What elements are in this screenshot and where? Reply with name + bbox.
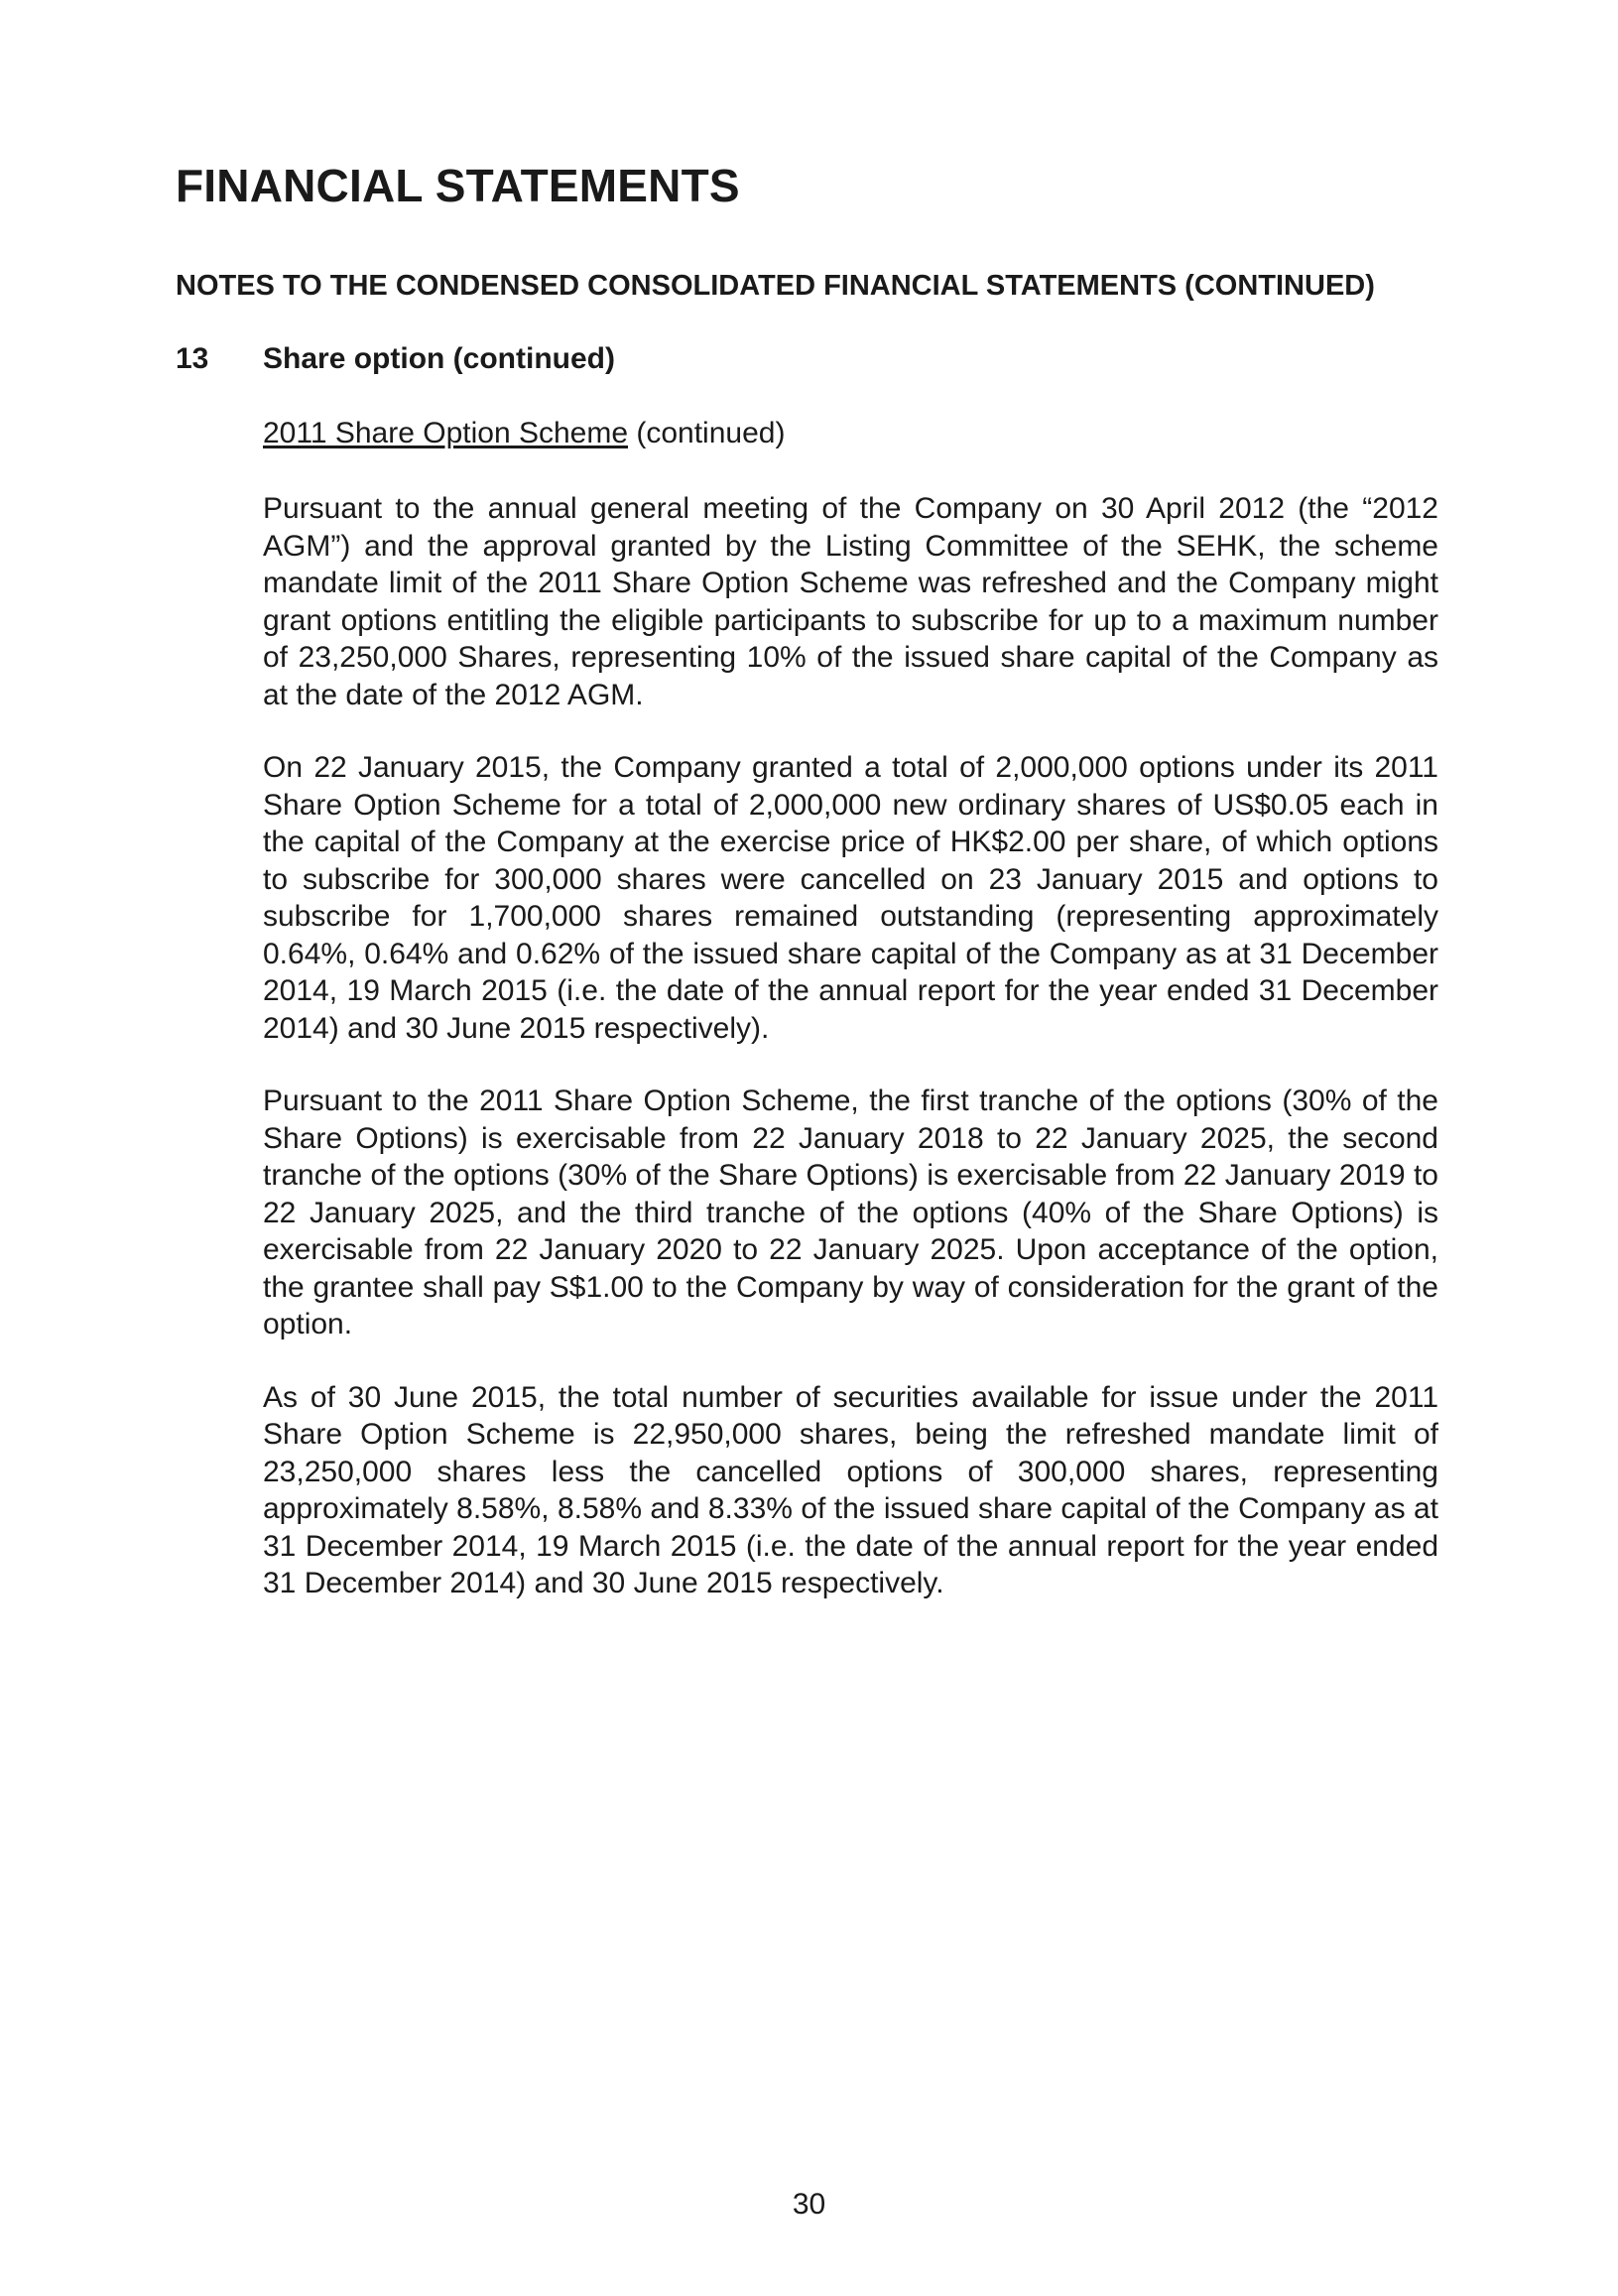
paragraph-grant: On 22 January 2015, the Company granted a total of 2,000,000 options under its 2011 Share Option Scheme for a total of 2,000,000 new ordinary shares of US$0.05 each in the capital of the Company at the exercise price of HK$2.00 per share, of which options to subscribe for 300,000 shares were cancelled on 23 January 2015 and options to subscribe for 1,700,000 shares remained outstanding (representing approximately 0.64%, 0.64% and 0.62% of the issued share capital of the Company as at 31 December 2014, 19 March 2015 (i.e. the date of the annual report for the year ended 31 December 2014) and 30 June 2015 respectively). xyxy=(263,751,1438,1045)
page-number: 30 xyxy=(792,2188,826,2221)
paragraph-tranches: Pursuant to the 2011 Share Option Scheme, the first tranche of the options (30% of the Share Options) is exercisable from 22 January 2018 to 22 January 2025, the second tranche of the options (30% of the Share Options) is exercisable from 22 January 2019 to 22 January 2025, and the third tranche of the options (40% of the Share Options) is exercisable from 22 January 2020 to 22 January 2025. Upon acceptance of the option, the grantee shall pay S$1.00 to the Company by way of consideration for the grant of the option. xyxy=(263,1084,1438,1340)
scheme-subheading-title: 2011 Share Option Scheme xyxy=(263,417,629,449)
page-title: FINANCIAL STATEMENTS xyxy=(176,160,740,211)
scheme-subheading xyxy=(263,417,785,450)
paragraph-agm-refresh: Pursuant to the annual general meeting of the Company on 30 April 2012 (the “2012 AGM”) and the approval granted by the Listing Committee of the SEHK, the scheme mandate limit of the 2011 Share Option Scheme was refreshed and the Company might grant options entitling the eligible participants to subscribe for up to a maximum number of 23,250,000 Shares, representing 10% of the issued share capital of the Company as at the date of the 2012 AGM. xyxy=(263,492,1438,711)
paragraph-availability: As of 30 June 2015, the total number of securities available for issue under the 2011 Share Option Scheme is 22,950,000 shares, being the refreshed mandate limit of 23,250,000 shares less the cancelled options of 300,000 shares, representing approximately 8.58%, 8.58% and 8.33% of the issued share capital of the Company as at 31 December 2014, 19 March 2015 (i.e. the date of the annual report for the year ended 31 December 2014) and 30 June 2015 respectively. xyxy=(263,1380,1438,1599)
section-heading: NOTES TO THE CONDENSED CONSOLIDATED FINANCIAL STATEMENTS (CONTINUED) xyxy=(176,270,1375,302)
scheme-subheading-suffix: (continued) xyxy=(628,417,786,449)
note-body xyxy=(263,490,1438,1638)
note-number: 13 xyxy=(176,342,209,375)
note-title: Share option (continued) xyxy=(263,342,615,375)
